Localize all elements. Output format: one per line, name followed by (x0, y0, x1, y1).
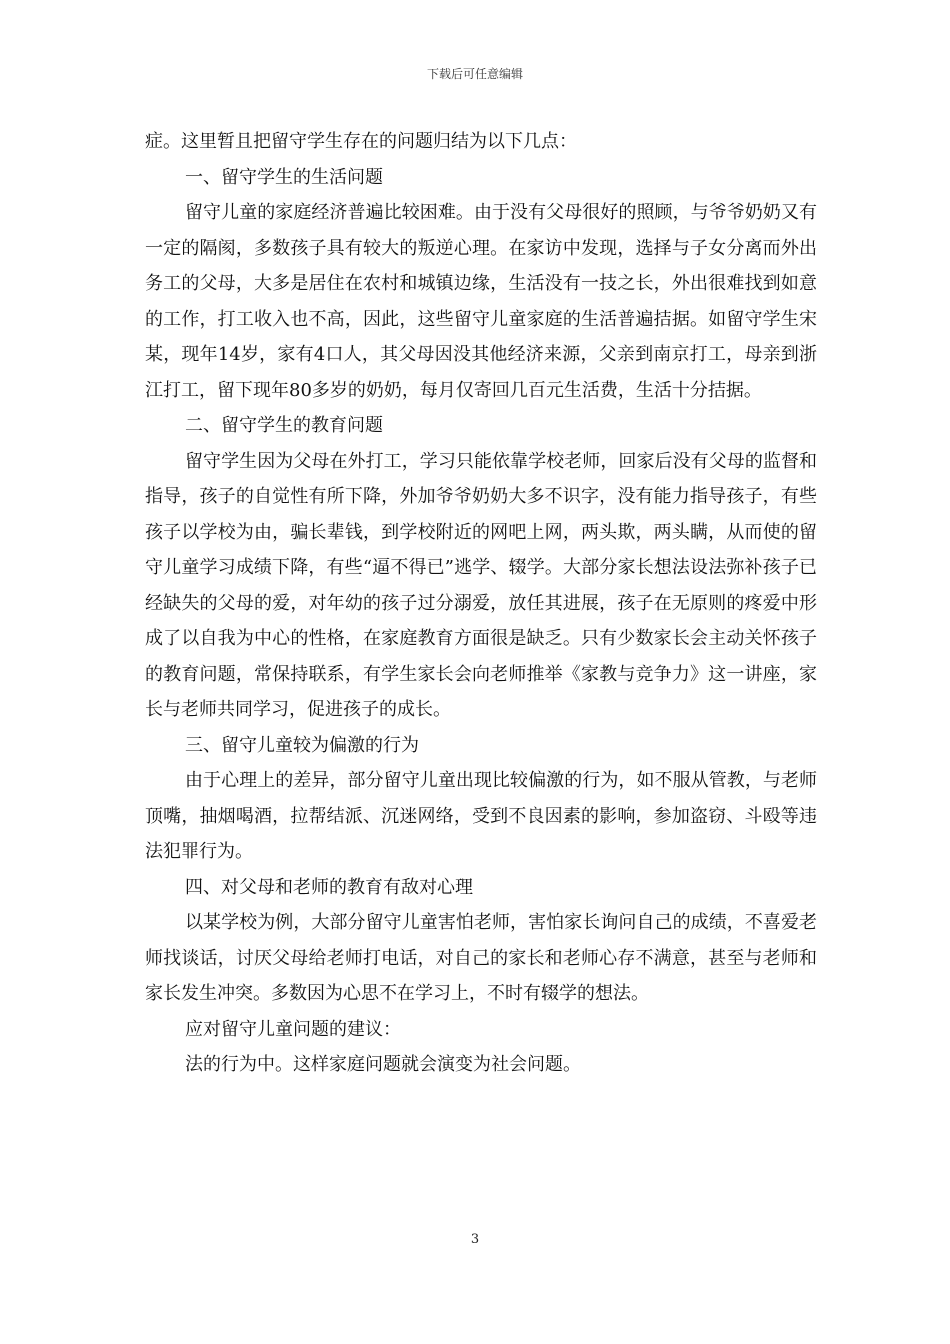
page-footer (0, 1232, 950, 1248)
section-heading-2: 二、留守学生的教育问题 (185, 415, 383, 436)
section-heading-1: 一、留守学生的生活问题 (185, 166, 383, 188)
page-number: 3 (470, 1232, 480, 1247)
paragraph-behavior-problem: 由于心理上的差异，部分留守儿童出现比较偏激的行为，如不服从管教，与老师顶嘴，抽烟喝酒，拉帮结派、沉迷网络，受到不良因素的影响，参加盗窃、斗殴等违法犯罪行为。 (145, 770, 817, 862)
page-header (0, 66, 950, 82)
paragraph-intro: 症。这里暂且把留守学生存在的问题归结为以下几点： (145, 131, 577, 152)
section-heading-3: 三、留守儿童较为偏激的行为 (185, 734, 419, 756)
paragraph-closing: 法的行为中。这样家庭问题就会演变为社会问题。 (185, 1054, 581, 1075)
section-heading-4: 四、对父母和老师的教育有敌对心理 (185, 876, 473, 898)
paragraph-education-problem: 留守学生因为父母在外打工，学习只能依靠学校老师，回家后没有父母的监督和指导，孩子的自觉性有所下降，外加爷爷奶奶大多不识字，没有能力指导孩子，有些孩子以学校为由，骗长辈钱，到学校附近的网吧上网，两头欺，两头瞒，从而使的留守儿童学习成绩下降，有些“逼不得已”逃学、辍学。大部分家长想法设法弥补孩子已经缺失的父母的爱，对年幼的孩子过分溺爱，放任其进展，孩子在无原则的疼爱中形成了以自我为中心的性格，在家庭教育方面很是缺乏。只有少数家长会主动关怀孩子的教育问题，常保持联系，有学生家长会向老师推举《家教与竞争力》这一讲座，家长与老师共同学习，促进孩子的成长。 (145, 450, 817, 720)
document-body (145, 124, 817, 1083)
section-heading-suggestions: 应对留守儿童问题的建议： (185, 1018, 401, 1040)
header-text: 下载后可任意编辑 (426, 67, 523, 81)
paragraph-hostility-problem: 以某学校为例，大部分留守儿童害怕老师，害怕家长询问自己的成绩，不喜爱老师找谈话，讨厌父母给老师打电话，对自己的家长和老师心存不满意，甚至与老师和家长发生冲突。多数因为心思不在学习上，不时有辍学的想法。 (145, 912, 817, 1004)
paragraph-life-problem: 留守儿童的家庭经济普遍比较困难。由于没有父母很好的照顾，与爷爷奶奶又有一定的隔阂，多数孩子具有较大的叛逆心理。在家访中发现，选择与子女分离而外出务工的父母，大多是居住在农村和城镇边缘，生活没有一技之长，外出很难找到如意的工作，打工收入也不高，因此，这些留守儿童家庭的生活普遍拮据。如留守学生宋某，现年14岁，家有4口人，其父母因没其他经济来源，父亲到南京打工，母亲到浙江打工，留下现年80多岁的奶奶，每月仅寄回几百元生活费，生活十分拮据。 (145, 202, 817, 401)
